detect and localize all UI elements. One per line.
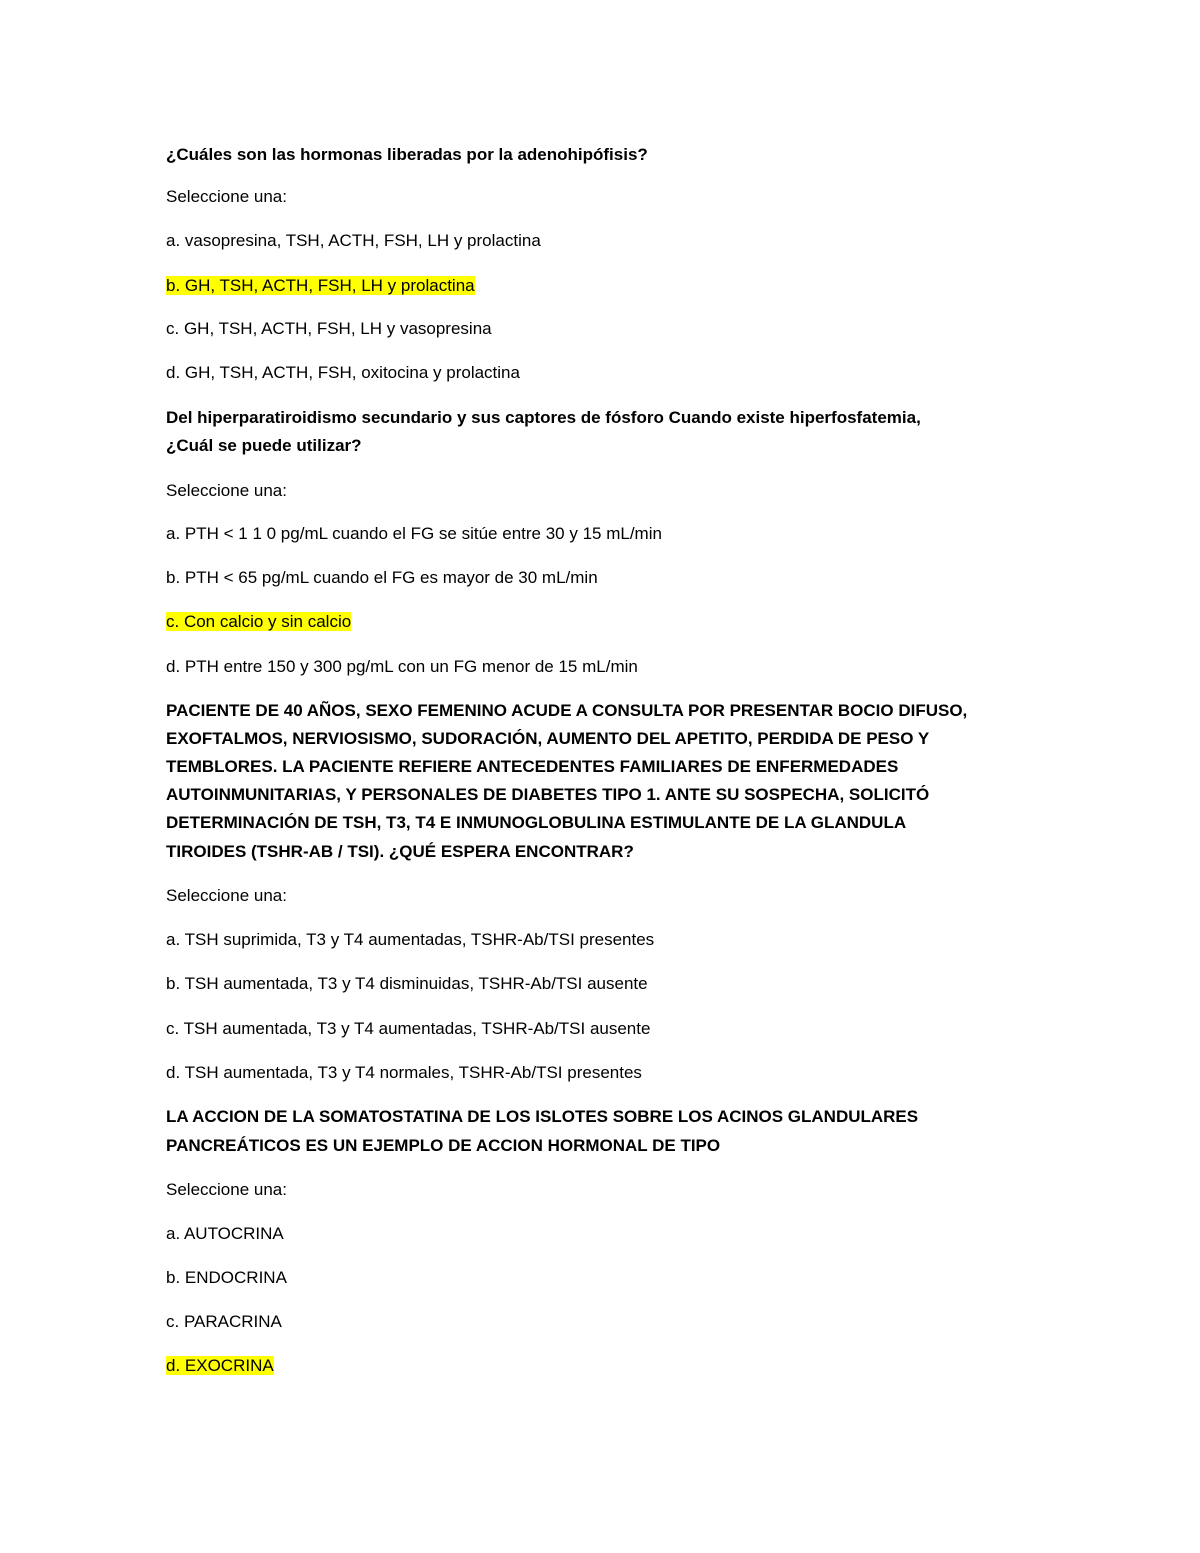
option-text: a. AUTOCRINA: [166, 1224, 284, 1243]
option-text: b. PTH < 65 pg/mL cuando el FG es mayor de 30 mL/min: [166, 568, 598, 587]
option-text-highlighted: c. Con calcio y sin calcio: [166, 612, 352, 631]
question-1-line-1: ¿Cuáles son las hormonas liberadas por la adenohipófisis?: [166, 145, 648, 164]
question-1-option-d: [166, 359, 520, 387]
question-3-option-c: [166, 1015, 650, 1043]
option-text: c. PARACRINA: [166, 1312, 282, 1331]
question-1-option-b: [166, 272, 475, 300]
question-3-line-2: EXOFTALMOS, NERVIOSISMO, SUDORACIÓN, AUMENTO DEL APETITO, PERDIDA DE PESO Y: [166, 729, 930, 748]
option-text: d. PTH entre 150 y 300 pg/mL con un FG menor de 15 mL/min: [166, 657, 638, 676]
question-3-option-b: [166, 970, 648, 998]
question-1-prompt: Seleccione una:: [166, 187, 287, 206]
option-text: d. TSH aumentada, T3 y T4 normales, TSHR-Ab/TSI presentes: [166, 1063, 642, 1082]
option-text: d. GH, TSH, ACTH, FSH, oxitocina y prolactina: [166, 363, 520, 382]
question-4-prompt: Seleccione una:: [166, 1180, 287, 1199]
option-text: a. vasopresina, TSH, ACTH, FSH, LH y prolactina: [166, 231, 541, 250]
question-2-line-1: Del hiperparatiroidismo secundario y sus captores de fósforo Cuando existe hiperfosfatemia,: [166, 408, 921, 427]
option-text: b. TSH aumentada, T3 y T4 disminuidas, TSHR-Ab/TSI ausente: [166, 974, 648, 993]
question-3-option-a: [166, 926, 654, 954]
option-text-highlighted: b. GH, TSH, ACTH, FSH, LH y prolactina: [166, 276, 475, 295]
option-text-highlighted: d. EXOCRINA: [166, 1356, 274, 1375]
question-4-option-c: [166, 1308, 282, 1336]
question-3-line-1: PACIENTE DE 40 AÑOS, SEXO FEMENINO ACUDE A CONSULTA POR PRESENTAR BOCIO DIFUSO,: [166, 701, 968, 720]
question-2-line-2: ¿Cuál se puede utilizar?: [166, 436, 362, 455]
question-2-prompt: Seleccione una:: [166, 481, 287, 500]
question-2-option-d: [166, 653, 638, 681]
option-text: c. TSH aumentada, T3 y T4 aumentadas, TSHR-Ab/TSI ausente: [166, 1019, 651, 1038]
question-3-line-5: DETERMINACIÓN DE TSH, T3, T4 E INMUNOGLOBULINA ESTIMULANTE DE LA GLANDULA: [166, 813, 907, 832]
question-2-option-c: [166, 608, 351, 636]
question-1-option-a: [166, 227, 541, 255]
option-text: c. GH, TSH, ACTH, FSH, LH y vasopresina: [166, 319, 492, 338]
option-text: a. PTH < 1 1 0 pg/mL cuando el FG se sitúe entre 30 y 15 mL/min: [166, 524, 662, 543]
question-3-prompt: Seleccione una:: [166, 886, 287, 905]
question-4-option-b: [166, 1264, 287, 1292]
question-3-line-3: TEMBLORES. LA PACIENTE REFIERE ANTECEDENTES FAMILIARES DE ENFERMEDADES: [166, 757, 899, 776]
question-2-option-a: [166, 520, 662, 548]
question-4-line-2: PANCREÁTICOS ES UN EJEMPLO DE ACCION HORMONAL DE TIPO: [166, 1136, 721, 1155]
question-2-option-b: [166, 564, 598, 592]
question-3-option-d: [166, 1059, 642, 1087]
option-text: b. ENDOCRINA: [166, 1268, 287, 1287]
question-4-option-a: [166, 1220, 284, 1248]
question-3-line-4: AUTOINMUNITARIAS, Y PERSONALES DE DIABETES TIPO 1. ANTE SU SOSPECHA, SOLICITÓ: [166, 785, 930, 804]
question-4-option-d: [166, 1352, 274, 1380]
option-text: a. TSH suprimida, T3 y T4 aumentadas, TSHR-Ab/TSI presentes: [166, 930, 655, 949]
question-3-line-6: TIROIDES (TSHR-AB / TSI). ¿QUÉ ESPERA ENCONTRAR?: [166, 842, 634, 861]
question-1-option-c: [166, 315, 492, 343]
question-4-line-1: LA ACCION DE LA SOMATOSTATINA DE LOS ISLOTES SOBRE LOS ACINOS GLANDULARES: [166, 1107, 919, 1126]
